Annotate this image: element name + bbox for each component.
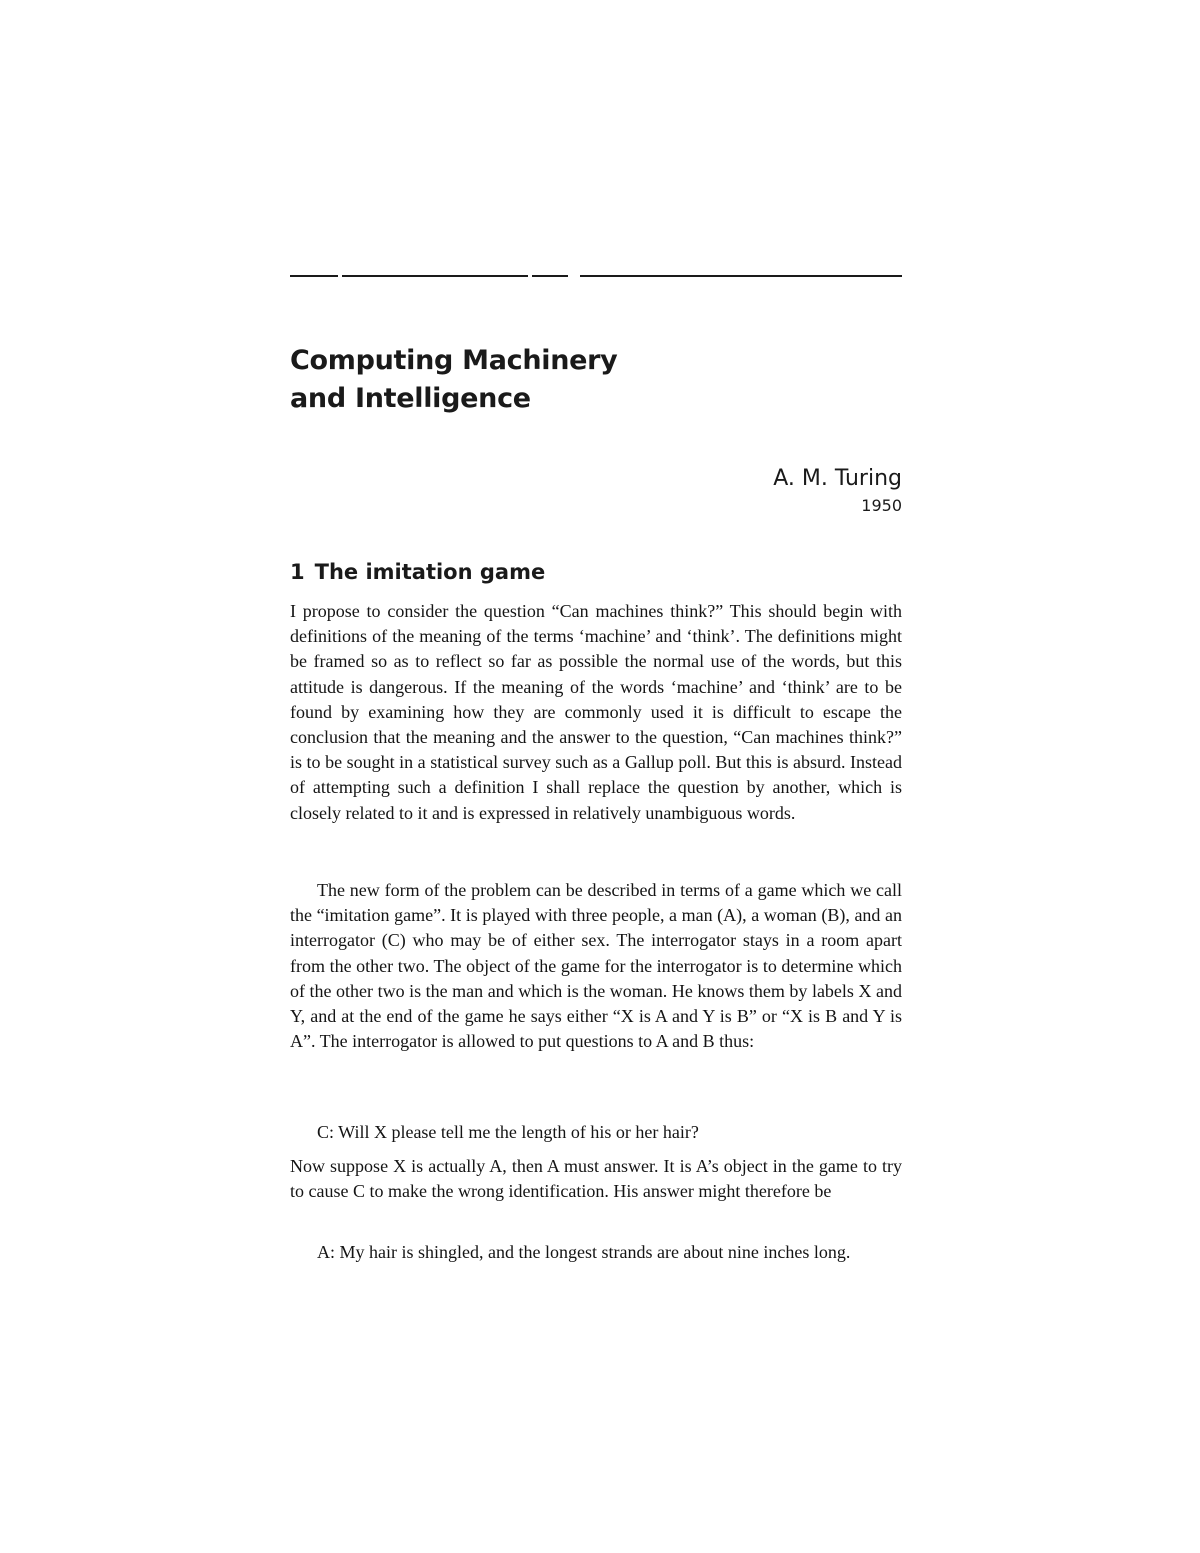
author-name: A. M. Turing xyxy=(773,466,902,491)
section-title: The imitation game xyxy=(314,560,546,584)
dialogue-line-1: C: Will X please tell me the length of his or her hair? xyxy=(317,1122,699,1142)
paragraph-2: The new form of the problem can be described in terms of a game which we call the “imitation game”. It is played with three people, a man (A), a woman (B), and an interrogator (C) who may be of either sex. The interrogator stays in a room apart from the other two. The object of the game for the interrogator is to determine which of the other two is the man and which is the woman. He knows them by labels X and Y, and at the end of the game he says either “X is A and Y is B” or “X is B and Y is A”. The interrogator is allowed to put questions to A and B thus: xyxy=(290,880,902,1052)
publication-year: 1950 xyxy=(861,496,902,515)
article-title xyxy=(290,342,617,418)
byline xyxy=(773,464,902,518)
dialogue-line-2: A: My hair is shingled, and the longest strands are about nine inches long. xyxy=(317,1242,851,1262)
article-title-line-2: and Intelligence xyxy=(290,383,531,414)
header-rule xyxy=(290,275,902,277)
article-title-line-1: Computing Machinery xyxy=(290,345,618,376)
section-heading xyxy=(290,558,545,586)
paragraph-1: I propose to consider the question “Can machines think?” This should begin with definitions of the meaning of the terms ‘machine’ and ‘think’. The definitions might be framed so as to reflect so far as possible the normal use of the words, but this attitude is dangerous. If the meaning of the words ‘machine’ and ‘think’ are to be found by examining how they are commonly used it is difficult to escape the conclusion that the meaning and the answer to the question, “Can machines think?” is to be sought in a statistical survey such as a Gallup poll. But this is absurd. Instead of attempting such a definition I shall replace the question by another, which is closely related to it and is expressed in relatively unambiguous words. xyxy=(290,601,902,823)
section-number: 1 xyxy=(290,560,305,584)
paragraph-3: Now suppose X is actually A, then A must answer. It is A’s object in the game to try to cause C to make the wrong identification. His answer might therefore be xyxy=(290,1156,902,1202)
